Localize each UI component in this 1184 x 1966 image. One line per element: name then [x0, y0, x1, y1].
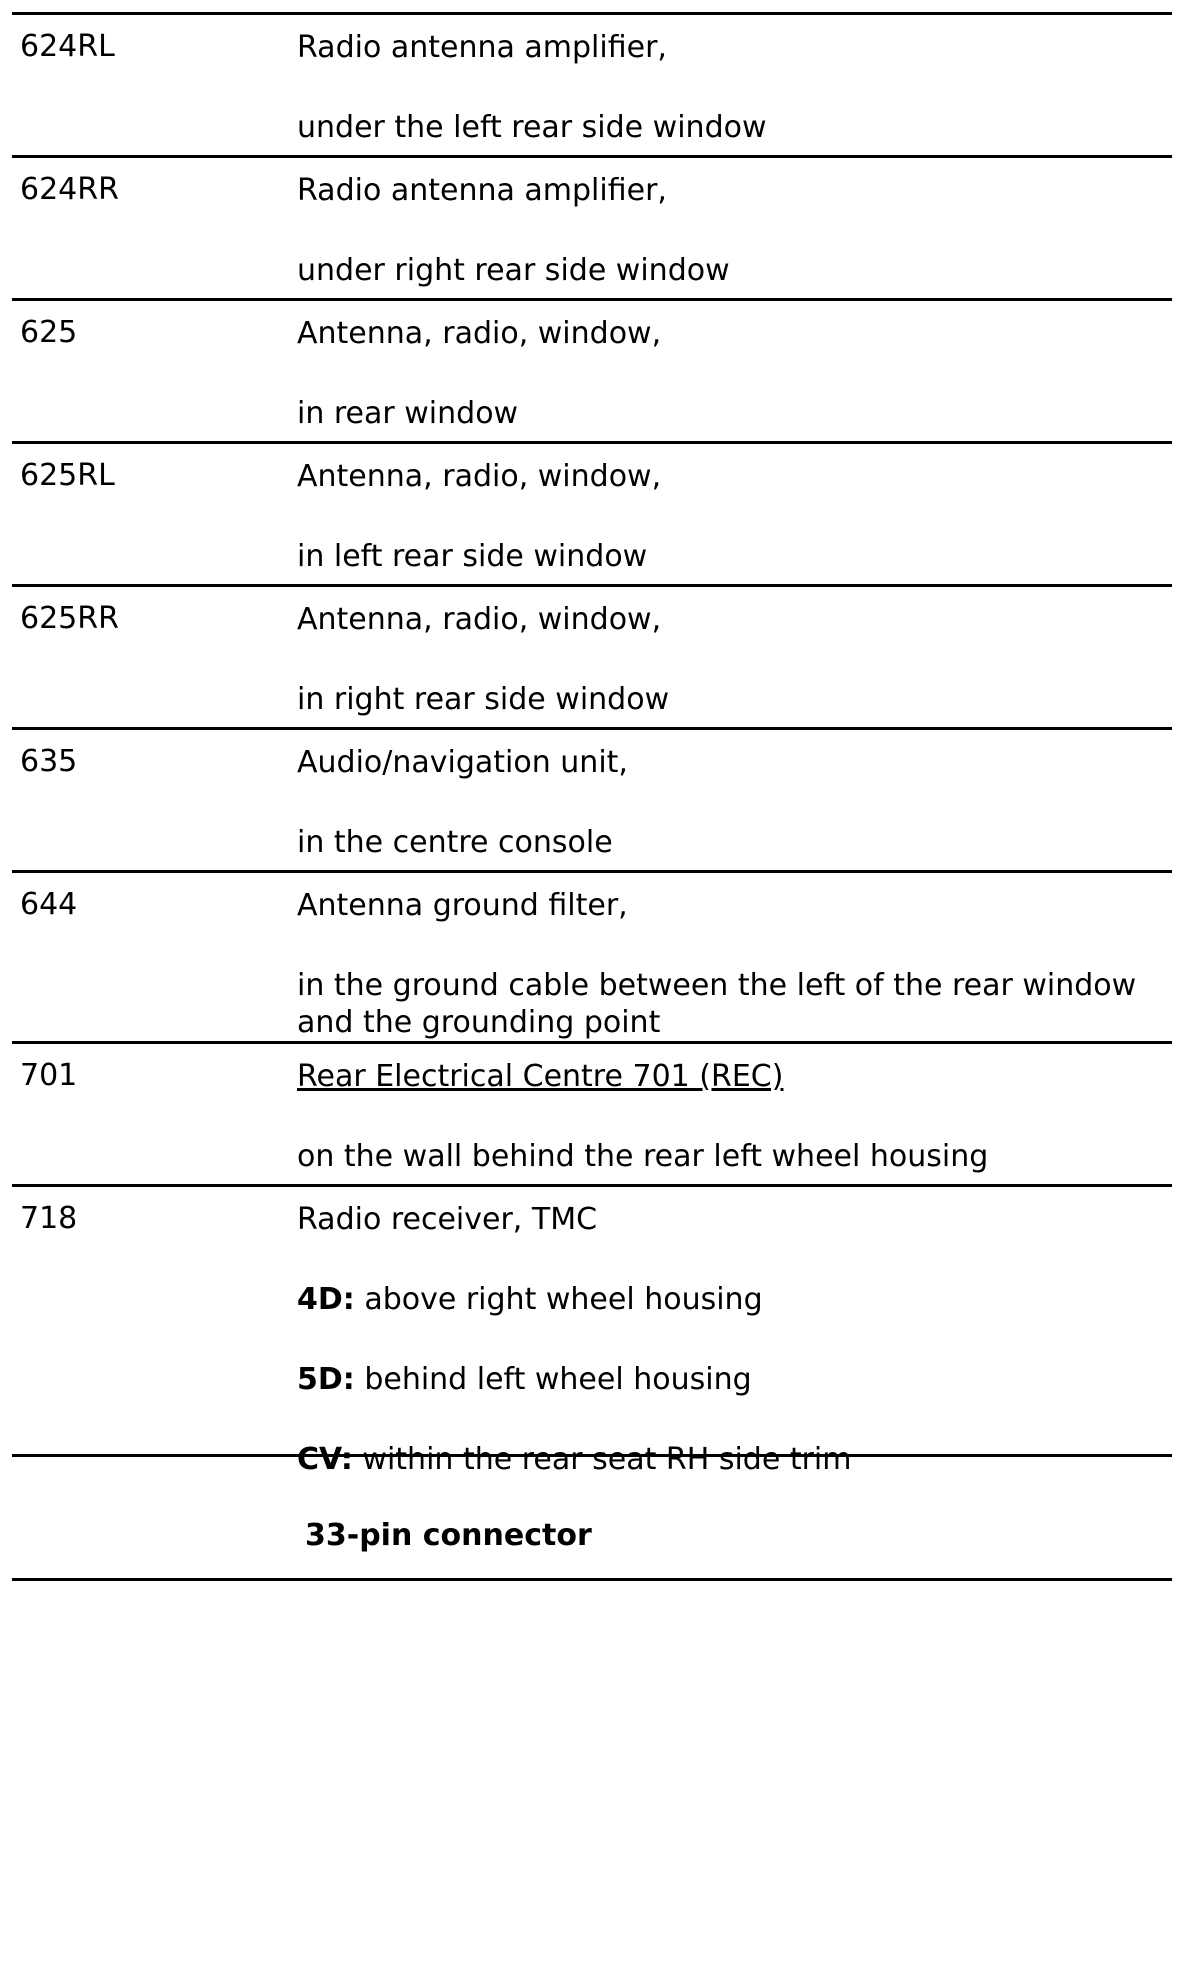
component-description — [297, 730, 1172, 870]
variant-label: 5D: — [297, 1362, 355, 1397]
description-line: Radio antenna amplifier, — [297, 30, 667, 65]
component-table — [12, 12, 1172, 1581]
connector-title: 33-pin connector — [305, 1518, 592, 1553]
component-code: 625 — [20, 315, 78, 350]
empty-cell — [12, 1457, 297, 1578]
variant-line — [297, 1281, 1162, 1318]
description-line: Radio antenna amplifier, — [297, 173, 667, 208]
location-line: in the ground cable between the left of the rear window and the grounding point — [297, 968, 1137, 1040]
table-row — [12, 155, 1172, 298]
description-line: Antenna ground filter, — [297, 888, 628, 923]
rec-link[interactable]: Rear Electrical Centre 701 (REC) — [297, 1059, 784, 1094]
connector-cell — [297, 1457, 1172, 1578]
component-description — [297, 15, 1172, 155]
component-description — [297, 158, 1172, 298]
connector-section — [12, 1454, 1172, 1581]
variant-label: CV: — [297, 1442, 353, 1477]
component-code: 625RL — [20, 458, 115, 493]
table-row — [12, 1184, 1172, 1477]
table-row — [12, 441, 1172, 584]
component-description — [297, 873, 1172, 1041]
component-code: 625RR — [20, 601, 119, 636]
table-row — [12, 12, 1172, 155]
table-row — [12, 870, 1172, 1041]
component-code: 624RL — [20, 29, 115, 64]
location-line: in rear window — [297, 396, 519, 431]
table-row — [12, 727, 1172, 870]
variant-label: 4D: — [297, 1282, 355, 1317]
component-code: 701 — [20, 1058, 78, 1093]
variant-text: behind left wheel housing — [354, 1362, 752, 1397]
location-line: under the left rear side window — [297, 110, 767, 145]
table-row — [12, 1041, 1172, 1184]
component-description — [297, 301, 1172, 441]
location-line: in right rear side window — [297, 682, 670, 717]
component-code: 718 — [20, 1201, 78, 1236]
table-row — [12, 298, 1172, 441]
description-line: Antenna, radio, window, — [297, 459, 662, 494]
component-code: 635 — [20, 744, 78, 779]
description-line: Antenna, radio, window, — [297, 316, 662, 351]
component-description — [297, 1044, 1172, 1184]
description-line: Radio receiver, TMC — [297, 1202, 598, 1237]
location-line: in left rear side window — [297, 539, 648, 574]
location-line: on the wall behind the rear left wheel housing — [297, 1139, 989, 1174]
table-row — [12, 584, 1172, 727]
description-line: Audio/navigation unit, — [297, 745, 628, 780]
location-line: in the centre console — [297, 825, 613, 860]
component-code: 644 — [20, 887, 78, 922]
component-code: 624RR — [20, 172, 119, 207]
variant-text: within the rear seat RH side trim — [352, 1442, 852, 1477]
component-description — [297, 587, 1172, 727]
variant-line — [297, 1361, 1162, 1398]
component-description — [297, 1187, 1172, 1477]
component-description — [297, 444, 1172, 584]
location-line: under right rear side window — [297, 253, 730, 288]
variant-text: above right wheel housing — [354, 1282, 763, 1317]
description-line: Antenna, radio, window, — [297, 602, 662, 637]
